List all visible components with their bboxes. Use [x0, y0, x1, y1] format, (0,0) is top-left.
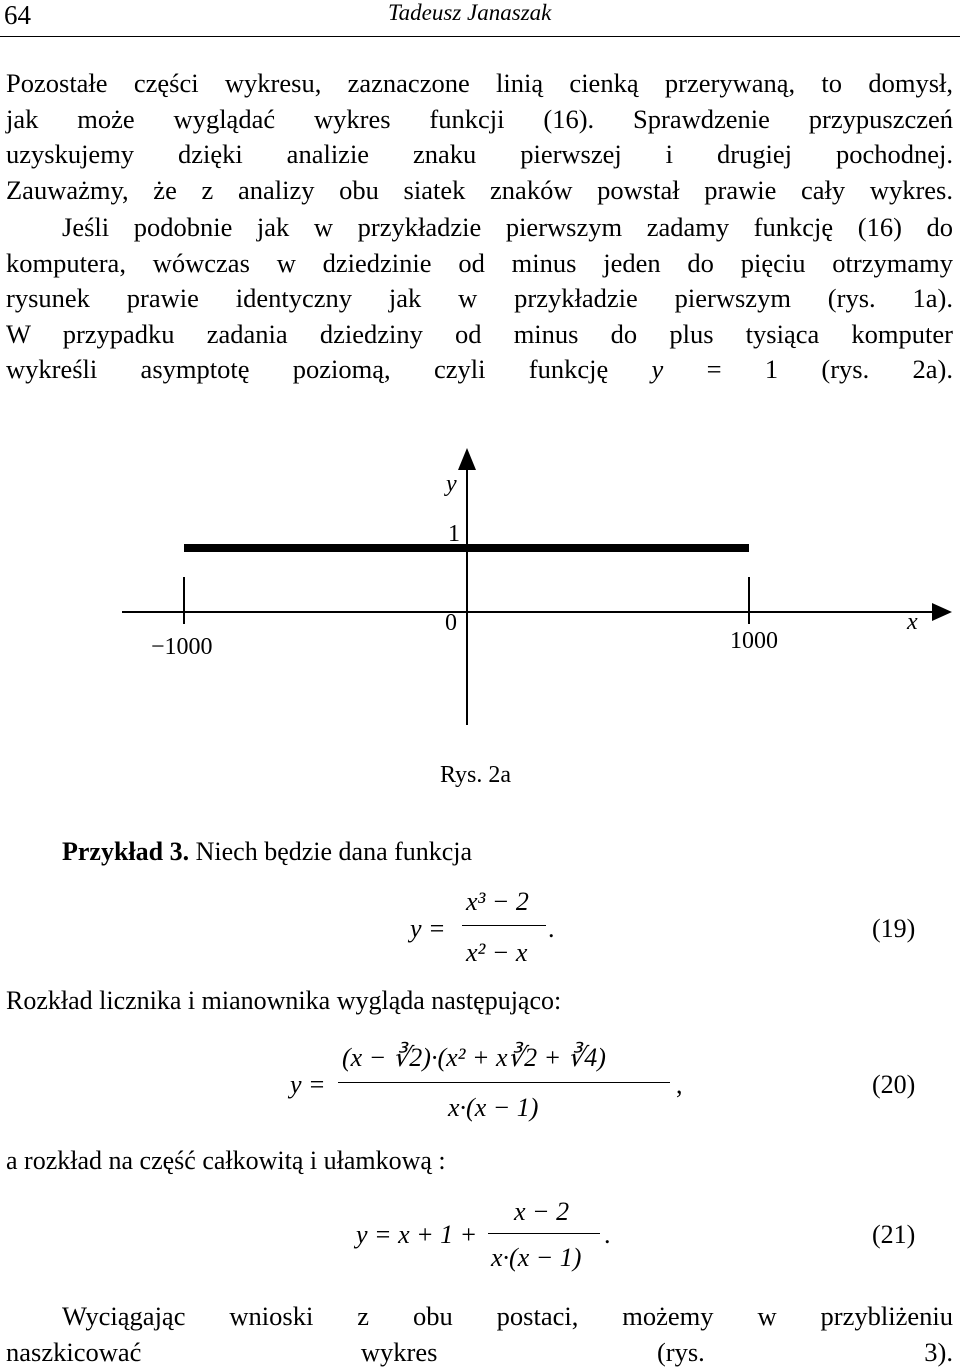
paragraph-1-line: uzyskujemy dzięki analizie znaku pierwszej i drugiej pochodnej. [6, 139, 953, 169]
paragraph-2-line: rysunek prawie identyczny jak w przykładzie pierwszym (rys. 1a). [6, 283, 953, 313]
eq20-numerator: (x − ∛2)·(x² + x∛2 + ∛4) [342, 1043, 606, 1072]
paragraph-1-line: jak może wyglądać wykres funkcji (16). Sprawdzenie przypuszczeń [6, 103, 953, 134]
eq19-numerator: x³ − 2 [466, 887, 529, 916]
y-axis-arrowhead [458, 448, 476, 470]
eq20-lhs: y = [290, 1070, 326, 1099]
origin-label: 0 [445, 610, 457, 636]
eq21-punct: . [604, 1220, 611, 1249]
eq20-denominator: x·(x − 1) [448, 1093, 539, 1122]
figure-caption: Rys. 2a [440, 762, 512, 788]
paragraph-2-line: Jeśli podobnie jak w przykładzie pierwszym zadamy funkcję (16) do [62, 212, 953, 242]
eq19-fraction-bar [462, 925, 546, 926]
example-heading [62, 837, 472, 867]
eq21-fraction-bar [488, 1233, 600, 1234]
text-split: a rozkład na część całkowitą i ułamkową : [6, 1146, 446, 1175]
y-axis-label: y [446, 471, 457, 497]
paragraph-2-last-tail: = 1 (rys. 2a). [663, 354, 953, 384]
running-header-author: Tadeusz Janaszak [388, 0, 552, 25]
eq20-number: (20) [872, 1070, 916, 1099]
eq19-denominator: x² − x [466, 938, 528, 967]
x-tick-label-pos: 1000 [730, 628, 778, 654]
eq21-numerator: x − 2 [514, 1197, 570, 1226]
page-number: 64 [4, 0, 31, 30]
final-line: Wyciągając wnioski z obu postaci, możemy w przybliżeniu [62, 1301, 953, 1331]
example-title: Przykład 3. [62, 837, 190, 866]
paragraph-2-line: W przypadku zadania dziedziny od minus do plus tysiąca komputer [6, 318, 953, 349]
example-text: Niech będzie dana funkcja [189, 837, 473, 866]
paragraph-2-line: komputera, wówczas w dziedzinie od minus jeden do pięciu otrzymamy [6, 247, 953, 278]
eq20-fraction-bar [338, 1082, 670, 1083]
eq21-denominator: x·(x − 1) [491, 1243, 582, 1272]
eq19-punct: . [548, 914, 555, 943]
x-axis-label: x [907, 609, 918, 635]
eq19-number: (19) [872, 914, 916, 943]
paragraph-2-last-text: wykreśli asymptotę poziomą, czyli funkcję [6, 354, 652, 384]
paragraph-1-line: Zauważmy, że z analizy obu siatek znaków powstał prawie cały wykres. [6, 174, 953, 205]
x-axis-arrowhead [932, 603, 952, 621]
text-decomposition: Rozkład licznika i mianownika wygląda następująco: [6, 986, 562, 1015]
paragraph-1-line: Pozostałe części wykresu, zaznaczone linią cienką przerywaną, to domysł, [6, 68, 953, 98]
eq19-lhs: y = [410, 914, 446, 943]
final-paragraph [6, 1299, 953, 1370]
eq21-number: (21) [872, 1220, 916, 1249]
eq21-lhs: y = x + 1 + [356, 1220, 478, 1249]
eq20-punct: , [676, 1070, 683, 1099]
paragraph-2-variable: y [651, 354, 664, 384]
y-tick-label: 1 [448, 521, 460, 547]
final-line: naszkicować wykres (rys. 3). [6, 1336, 953, 1367]
x-tick-label-neg: −1000 [151, 634, 213, 660]
